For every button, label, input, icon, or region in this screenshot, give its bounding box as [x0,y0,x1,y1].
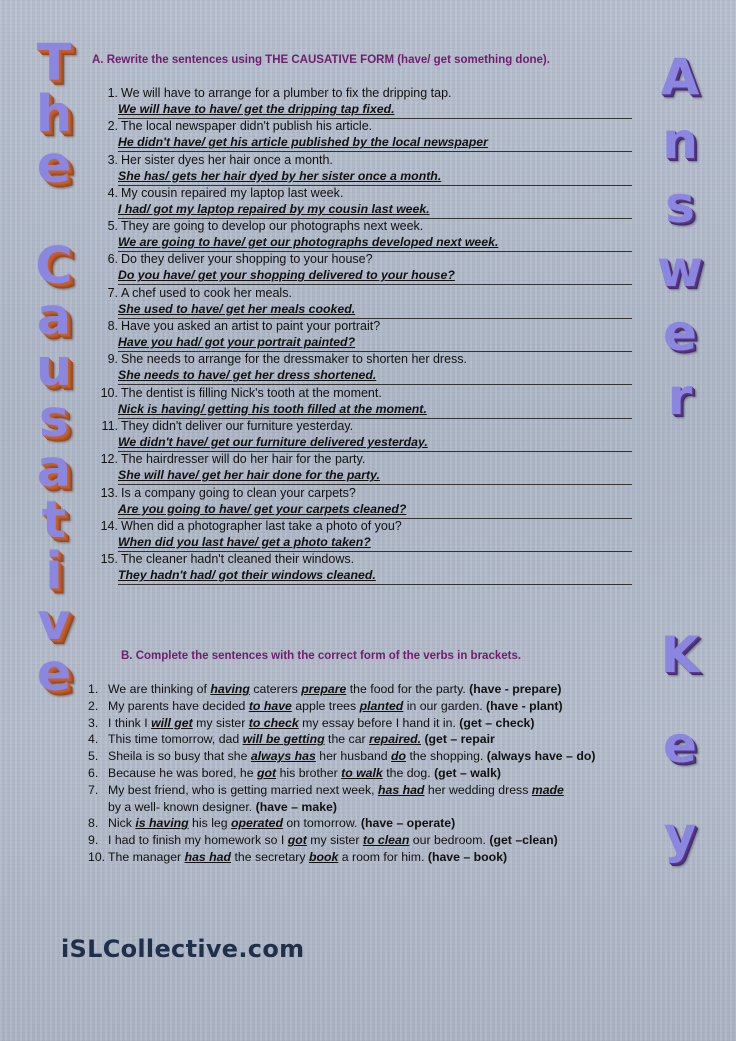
item-number: 6. [107,252,118,267]
answer-fill: got [287,833,307,848]
title-the-causative [26,34,82,703]
sentence-text: the shopping. [406,749,487,764]
item-number: 2. [107,119,118,134]
exercise-a-item [92,552,632,585]
answer-line [118,102,632,119]
exercise-a-item [92,252,632,285]
question-text [92,319,380,333]
item-number: 5. [88,749,99,764]
sentence-text: his brother [276,765,342,780]
question-text [92,519,402,533]
sentence-text: my essay before I hand it in. [298,715,460,730]
question-sentence: Is a company going to clean your carpets? [121,485,356,500]
exercise-a-item [92,486,632,519]
question-sentence: Have you asked an artist to paint your portrait? [121,319,381,334]
exercise-b-item [88,832,648,849]
exercise-a-item [92,119,632,152]
answer-fill: will get [151,715,193,730]
answer-text: We will have to have/ get the dripping tap fixed. [118,102,395,116]
item-number: 10. [88,849,106,864]
exercise-a-item [92,419,632,452]
answer-text: When did you last have/ get a photo taken? [118,534,371,549]
answer-line [118,402,632,419]
exercise-b-item [88,849,648,866]
sentence-text: Sheila is so busy that she [108,749,251,764]
sentence-text: Because he was bored, he [108,765,258,780]
answer-fill: to walk [341,765,383,780]
question-sentence: The local newspaper didn't publish his article. [121,119,373,134]
item-number: 14. [100,518,118,533]
verb-hint: (get – repair [424,732,495,747]
item-number: 6. [88,765,99,780]
question-text [92,119,372,133]
exercise-a-item [92,219,632,252]
title-letter: C [35,237,73,297]
sentence-text: Nick [108,816,136,831]
question-sentence: The hairdresser will do her hair for the party. [121,452,366,467]
answer-line [118,268,632,285]
sentence-text: We are thinking of [108,682,211,696]
item-number: 3. [107,152,118,167]
title-letter: v [37,592,71,652]
question-text [92,486,356,500]
exercise-a-item [92,386,632,419]
item-number: 8. [107,319,118,334]
sentence-text: by a well- known designer. [108,799,256,814]
sentence-text: apple trees [291,698,360,713]
sentence-text: My parents have decided [108,698,249,713]
answer-text: She has/ gets her hair dyed by her sister once a month. [118,168,442,183]
answer-line [118,202,632,219]
answer-fill: made [531,782,564,797]
question-text [92,452,365,466]
exercise-b-item [88,748,648,765]
answer-text: He didn't have/ get his article published by the local newspaper [118,135,488,150]
exercise-b-item [88,731,648,748]
sentence-text: her wedding dress [424,782,532,797]
title-letter: e [36,135,72,195]
answer-line [118,535,632,552]
title-letter: n [662,112,698,170]
answer-line [118,169,632,186]
answer-fill: to have [248,698,292,713]
answer-fill: repaired. [369,732,422,747]
title-letter: y [663,806,697,864]
question-text [92,86,452,100]
sentence-text: My best friend, who is getting married next week, [108,782,378,797]
question-text [92,352,467,366]
exercise-a-item [92,352,632,385]
answer-text: We are going to have/ get our photographs developed next week. [118,235,499,250]
sentence-text: our bedroom. [409,833,490,848]
sentence-text: caterers [249,682,302,696]
sentence-text: This time tomorrow, dad [108,732,243,747]
question-sentence: She needs to arrange for the dressmaker to shorten her dress. [121,352,468,367]
sentence-text: my sister [306,833,363,848]
title-letter: i [45,541,63,601]
verb-hint: (get –clean) [489,833,558,848]
verb-hint: (get – check) [459,715,535,730]
title-letter: h [35,84,73,144]
sentence-text: a room for him. [338,849,428,864]
answer-fill: book [308,849,339,864]
answer-line [118,568,632,585]
answer-line [118,135,632,152]
exercise-a-item [92,153,632,186]
item-number: 13. [100,485,118,500]
question-text [92,252,373,266]
answer-fill: having [210,682,250,696]
exercise-a-item [92,452,632,485]
item-number: 7. [107,285,118,300]
item-number: 2. [88,698,99,713]
verb-hint: (get – walk) [434,765,502,780]
title-letter: s [665,176,695,234]
answer-fill: operated [231,816,283,831]
answer-fill: to check [248,715,299,730]
answer-fill: has had [184,849,232,864]
islcollective-logo: iSLCollective.com [61,935,305,963]
title-key [653,626,707,900]
title-letter: w [656,240,704,298]
continuation-line [88,799,648,816]
answer-line [118,302,632,319]
title-letter: t [41,491,67,551]
question-sentence: My cousin repaired my laptop last week. [121,185,344,200]
sentence-text: I think I [108,715,152,730]
answer-text: They hadn't had/ got their windows cleaned. [118,568,376,583]
sentence-text: my sister [192,715,249,730]
answer-line [118,235,632,252]
item-number: 15. [100,552,118,567]
item-number: 10. [100,385,118,400]
sentence-text: her husband [315,749,392,764]
sentence-text: the car [324,732,370,747]
question-sentence: The dentist is filling Nick's tooth at the moment. [121,385,382,400]
title-letter: K [660,626,700,684]
exercise-b-item [88,815,648,832]
exercise-b-item [88,782,648,816]
sentence-text: the food for the party. [346,682,470,696]
question-sentence: They didn't deliver our furniture yesterday. [121,418,354,433]
item-number: 9. [107,352,118,367]
answer-fill: has had [377,782,425,797]
answer-fill: got [257,765,277,780]
title-answer [655,48,705,436]
title-letter: A [660,48,700,106]
sentence-text: I had to finish my homework so I [108,833,288,848]
question-text [92,419,353,433]
title-letter [45,190,63,241]
answer-fill: will be getting [242,732,325,747]
section-a-list [92,86,632,585]
answer-fill: always has [250,749,316,764]
answer-line [118,502,632,519]
title-letter: s [38,389,70,449]
section-b-list [88,681,648,866]
verb-hint: (have – book) [427,849,508,864]
title-letter: e [663,304,697,362]
question-sentence: The cleaner hadn't cleaned their windows. [121,552,355,567]
answer-line [118,435,632,452]
question-text [92,386,382,400]
title-letter: a [36,440,72,500]
verb-hint: (have – operate) [360,816,456,831]
exercise-b-item [88,715,648,732]
sentence-text: the dog. [382,765,435,780]
title-letter: e [36,643,72,703]
item-number: 9. [88,833,99,848]
answer-line [118,335,632,352]
answer-text: We didn't have/ get our furniture delivered yesterday. [118,434,428,449]
answer-text: Have you had/ got your portrait painted? [118,335,356,350]
question-text [92,153,333,167]
question-sentence: When did a photographer last take a photo of you? [121,518,402,533]
exercise-a-item [92,519,632,552]
section-b-instruction: B. Complete the sentences with the correct form of the verbs in brackets. [121,650,522,662]
item-number: 11. [101,418,118,433]
answer-text: She will have/ get her hair done for the party. [118,468,380,483]
question-text [92,219,423,233]
question-text [92,552,354,566]
section-a-instruction: A. Rewrite the sentences using THE CAUSATIVE FORM (have/ get something done). [92,54,550,66]
question-text [92,186,343,200]
item-number: 4. [107,185,118,200]
sentence-text: on tomorrow. [282,816,361,831]
question-text [92,286,292,300]
exercise-b-item [88,765,648,782]
answer-fill: do [391,749,407,764]
item-number: 7. [88,782,99,797]
answer-text: I had/ got my laptop repaired by my cousin last week. [118,201,430,216]
question-sentence: Do they deliver your shopping to your house? [121,252,373,267]
item-number: 12. [100,452,118,467]
answer-fill: to clean [362,833,410,848]
item-number: 1. [107,86,118,100]
answer-fill: planted [359,698,404,713]
title-letter: r [667,368,693,426]
title-letter: e [663,716,697,774]
question-sentence: Her sister dyes her hair once a month. [121,152,333,167]
verb-hint: (have – make) [255,799,337,814]
item-number: 3. [88,715,99,730]
sentence-text: his leg [188,816,232,831]
exercise-a-item [92,86,632,119]
answer-fill: prepare [301,682,347,696]
exercise-a-item [92,319,632,352]
item-number: 5. [107,219,118,234]
question-sentence: We will have to arrange for a plumber to fix the dripping tap. [121,86,452,100]
title-letter: T [36,34,72,93]
question-sentence: A chef used to cook her meals. [121,285,292,300]
exercise-b-item [88,698,648,715]
item-number: 4. [88,732,99,747]
answer-fill: is having [135,816,189,831]
answer-text: She used to have/ get her meals cooked. [118,301,356,316]
answer-text: Are you going to have/ get your carpets cleaned? [118,501,407,516]
verb-hint: (have - plant) [486,698,563,713]
sentence-text: The manager [108,849,185,864]
answer-line [118,368,632,385]
exercise-a-item [92,186,632,219]
answer-text: She needs to have/ get her dress shortened. [118,368,377,383]
question-sentence: They are going to develop our photographs next week. [121,219,424,234]
sentence-text: the secretary [231,849,309,864]
exercise-b-item [88,681,648,698]
title-letter: u [35,338,73,398]
answer-text: Nick is having/ getting his tooth filled at the moment. [118,401,427,416]
verb-hint: (always have – do) [486,749,596,764]
item-number: 1. [88,682,99,696]
answer-text: Do you have/ get your shopping delivered to your house? [118,268,455,283]
answer-line [118,468,632,485]
exercise-a-item [92,286,632,319]
item-number: 8. [88,816,99,831]
sentence-text: in our garden. [403,698,487,713]
verb-hint: (have - prepare) [469,682,562,696]
title-letter: a [36,287,72,347]
